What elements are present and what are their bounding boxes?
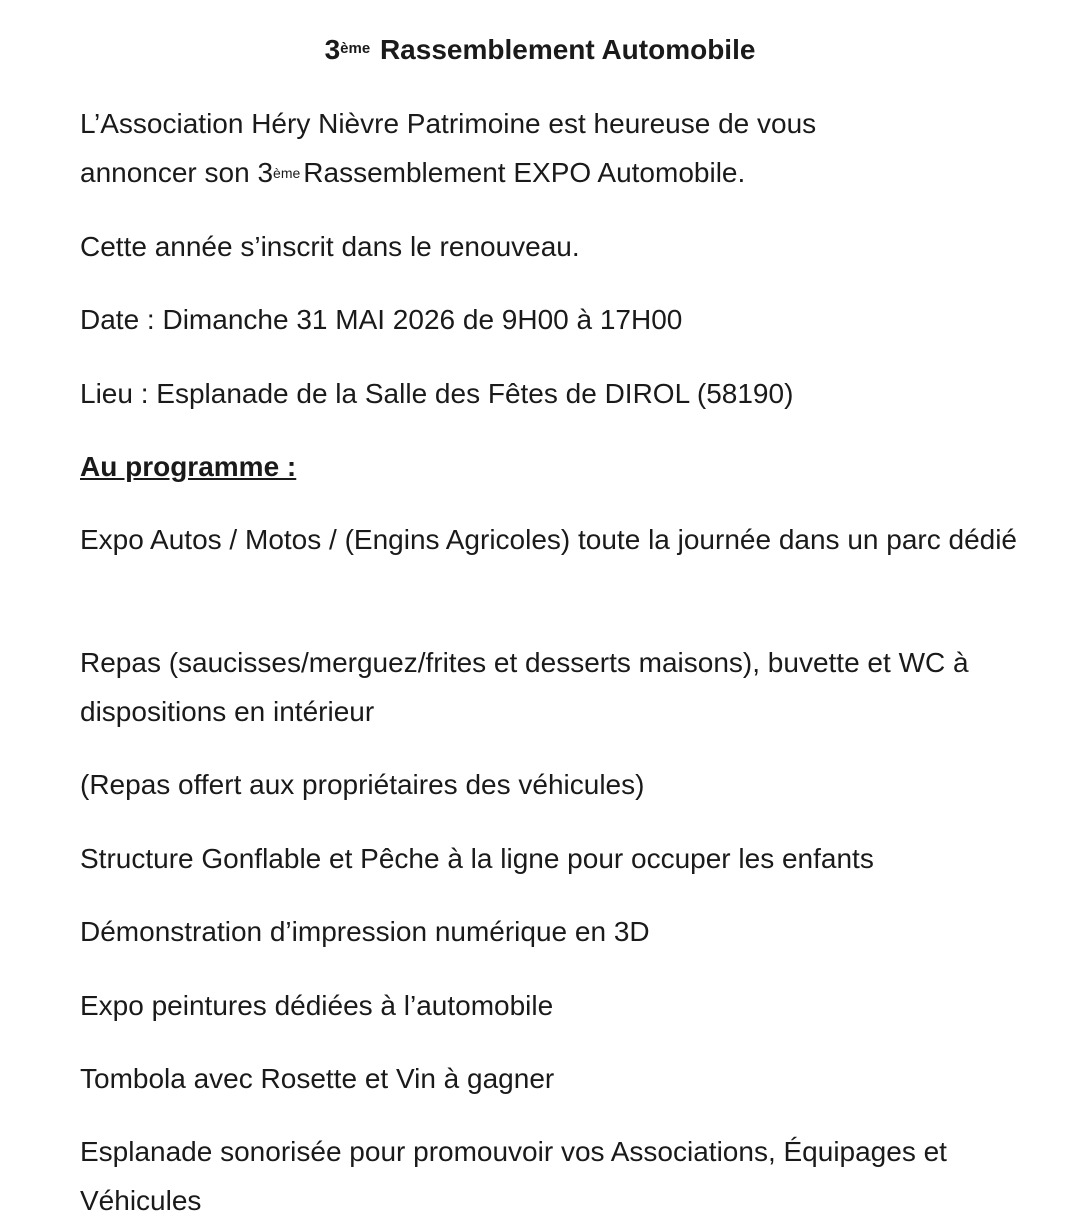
intro-line-1: L’Association Héry Nièvre Patrimoine est heureuse de vous [80, 108, 817, 139]
programme-item-repas-offert: (Repas offert aux propriétaires des véhicules) [80, 769, 645, 800]
date-paragraph: Date : Dimanche 31 MAI 2026 de 9H00 à 17H00 [80, 304, 683, 335]
programme-heading: Au programme : [80, 451, 297, 482]
intro-line-2-suffix: Rassemblement EXPO Automobile. [303, 157, 746, 188]
title-number: 3 [324, 34, 341, 65]
programme-item-demonstration: Démonstration d’impression numérique en 3D [80, 916, 650, 947]
programme-item-tombola: Tombola avec Rosette et Vin à gagner [80, 1063, 555, 1094]
lieu-paragraph: Lieu : Esplanade de la Salle des Fêtes de DIROL (58190) [80, 378, 794, 409]
intro-paragraph [80, 99, 1020, 202]
programme-item-repas: Repas (saucisses/merguez/frites et desserts maisons), buvette et WC à dispositions en intérieur [80, 647, 969, 727]
title-superscript: ème [340, 40, 371, 57]
intro-superscript: ème [273, 165, 301, 181]
intro-line-2-prefix: annoncer son 3 [80, 157, 274, 188]
programme-item-esplanade: Esplanade sonorisée pour promouvoir vos Associations, Équipages et Véhicules [80, 1136, 947, 1216]
title-text: Rassemblement Automobile [379, 34, 756, 65]
programme-item-expo-peintures: Expo peintures dédiées à l’automobile [80, 990, 554, 1021]
programme-item-expo-autos: Expo Autos / Motos / (Engins Agricoles) toute la journée dans un parc dédié [80, 524, 1018, 555]
document-title [0, 28, 1080, 77]
programme-item-structure: Structure Gonflable et Pêche à la ligne pour occuper les enfants [80, 843, 874, 874]
renouveau-paragraph: Cette année s’inscrit dans le renouveau. [80, 231, 580, 262]
